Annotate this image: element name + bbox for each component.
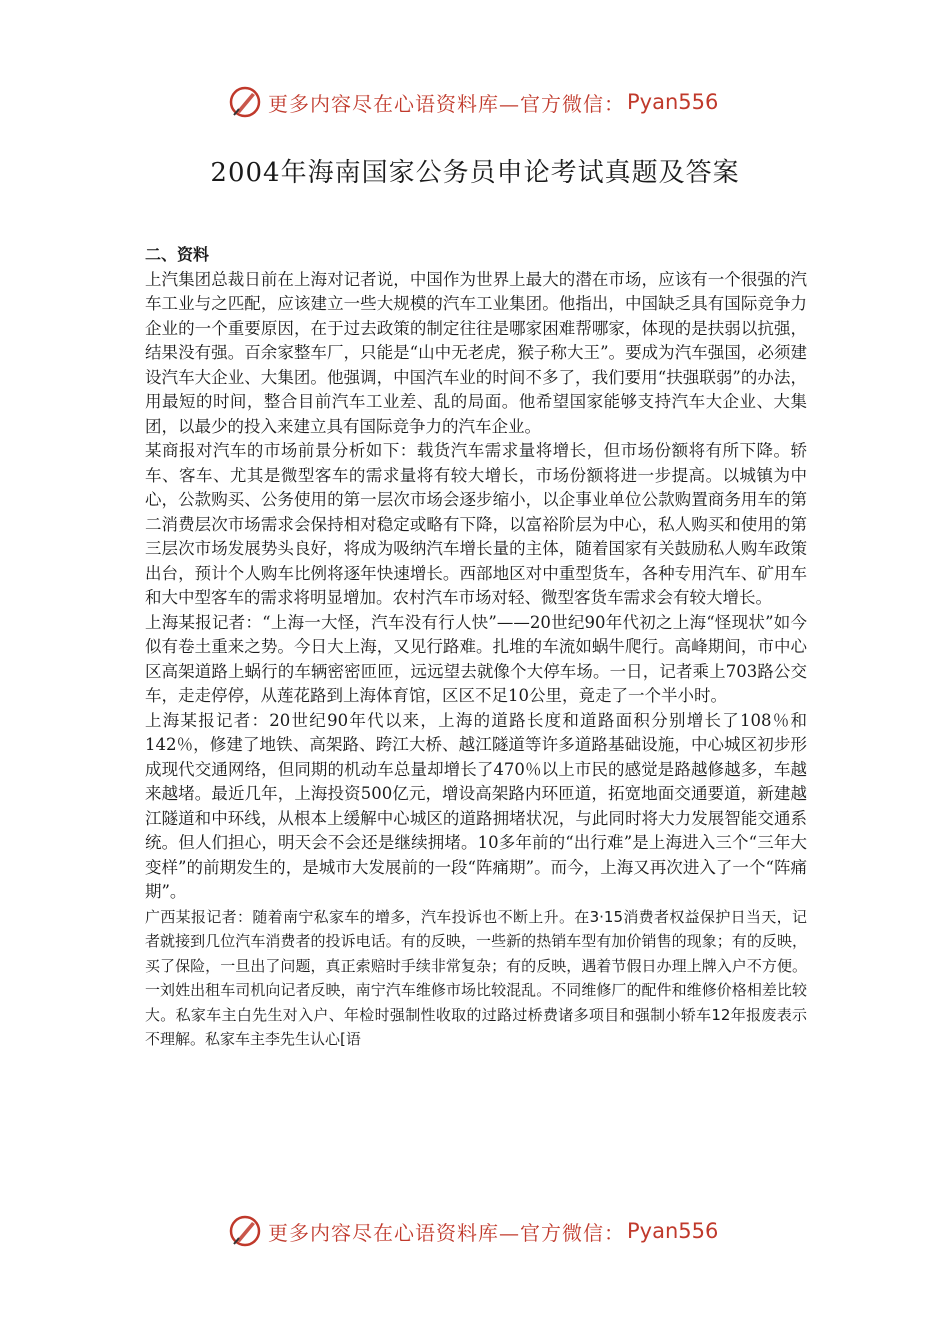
banner-text: 更多内容尽在心语资料库—官方微信： [268, 91, 625, 116]
banner-text: 更多内容尽在心语资料库—官方微信： [268, 1220, 625, 1245]
paragraph-2: 某商报对汽车的市场前景分析如下：载货汽车需求量将增长，但市场份额将有所下降。轿车、客车、尤其是微型客车的需求量将有较大增长，市场份额将进一步提高。以城镇为中心，公款购买、公务使用的第一层次市场会逐步缩小，以企事业单位公款购置商务用车的第二消费层次市场需求会保持相对稳定或略有下降，以富裕阶层为中心，私人购买和使用的第三层次市场发展势头良好，将成为吸纳汽车增长量的主体，随着国家有关鼓励私人购车政策出台，预计个人购车比例将逐年快速增长。西部地区对中重型货车，各种专用汽车、矿用车和大中型客车的需求将明显增加。农村汽车市场对轻、微型客货车需求会有较大增长。 [145, 441, 807, 607]
feather-pen-icon [228, 85, 262, 119]
paragraph-3: 上海某报记者：“上海一大怪，汽车没有行人快”——20世纪90年代初之上海“怪现状”如今似有卷土重来之势。今日大上海，又见行路难。扎堆的车流如蜗牛爬行。高峰期间，市中心区高架道路上蜗行的车辆密密匝匝，远远望去就像个大停车场。一日，记者乘上703路公交车，走走停停，从莲花路到上海体育馆，区区不足10公里，竟走了一个半小时。 [145, 612, 807, 705]
wechat-id: Pyan556 [627, 90, 719, 114]
header-banner [228, 84, 718, 120]
paragraph-1: 上汽集团总裁日前在上海对记者说，中国作为世界上最大的潜在市场，应该有一个很强的汽车工业与之匹配，应该建立一些大规模的汽车工业集团。他指出，中国缺乏具有国际竞争力企业的一个重要原因，在于过去政策的制定往往是哪家困难帮哪家，体现的是扶弱以抗强，结果没有强。百余家整车厂，只能是“山中无老虎，猴子称大王”。要成为汽车强国，必须建设汽车大企业、大集团。他强调，中国汽车业的时间不多了，我们要用“扶强联弱”的办法，用最短的时间，整合目前汽车工业差、乱的局面。他希望国家能够支持汽车大企业、大集团，以最少的投入来建立具有国际竞争力的汽车企业。 [145, 269, 807, 436]
feather-pen-icon [228, 1214, 262, 1248]
footer-banner [228, 1213, 718, 1249]
paragraph-4: 上海某报记者：20世纪90年代以来，上海的道路长度和道路面积分别增长了108％和142％，修建了地铁、高架路、跨江大桥、越江隧道等许多道路基础设施，中心城区初步形成现代交通网络，但同期的机动车总量却增长了470％以上市民的感觉是路越修越多，车越来越堵。最近几年，上海投资500亿元，增设高架路内环匝道，拓宽地面交通要道，新建越江隧道和中环线，从根本上缓解中心城区的道路拥堵状况，与此同时将大力发展智能交通系统。但人们担心，明天会不会还是继续拥堵。10多年前的“出行难”是上海进入三个“三年大变样”的前期发生的，是城市大发展前的一段“阵痛期”。而今，上海又再次进入了一个“阵痛期”。 [145, 710, 807, 901]
wechat-id: Pyan556 [627, 1219, 719, 1243]
paragraph-5: 广西某报记者：随着南宁私家车的增多，汽车投诉也不断上升。在3·15消费者权益保护日当天，记者就接到几位汽车消费者的投诉电话。有的反映，一些新的热销车型有加价销售的现象；有的反映，买了保险，一旦出了问题，真正索赔时手续非常复杂；有的反映，遇着节假日办理上牌入户不方便。一刘姓出租车司机向记者反映，南宁汽车维修市场比较混乱。不同维修厂的配件和维修价格相差比较大。私家车主白先生对入户、年检时强制性收取的过路过桥费诸多项目和强制小轿车12年报废表示不理解。私家车主李先生认心[语 [145, 907, 807, 1048]
document-title: 2004年海南国家公务员申论考试真题及答案 [210, 158, 740, 188]
section-heading: 二、资料 [145, 245, 210, 264]
document-body [145, 243, 807, 1052]
